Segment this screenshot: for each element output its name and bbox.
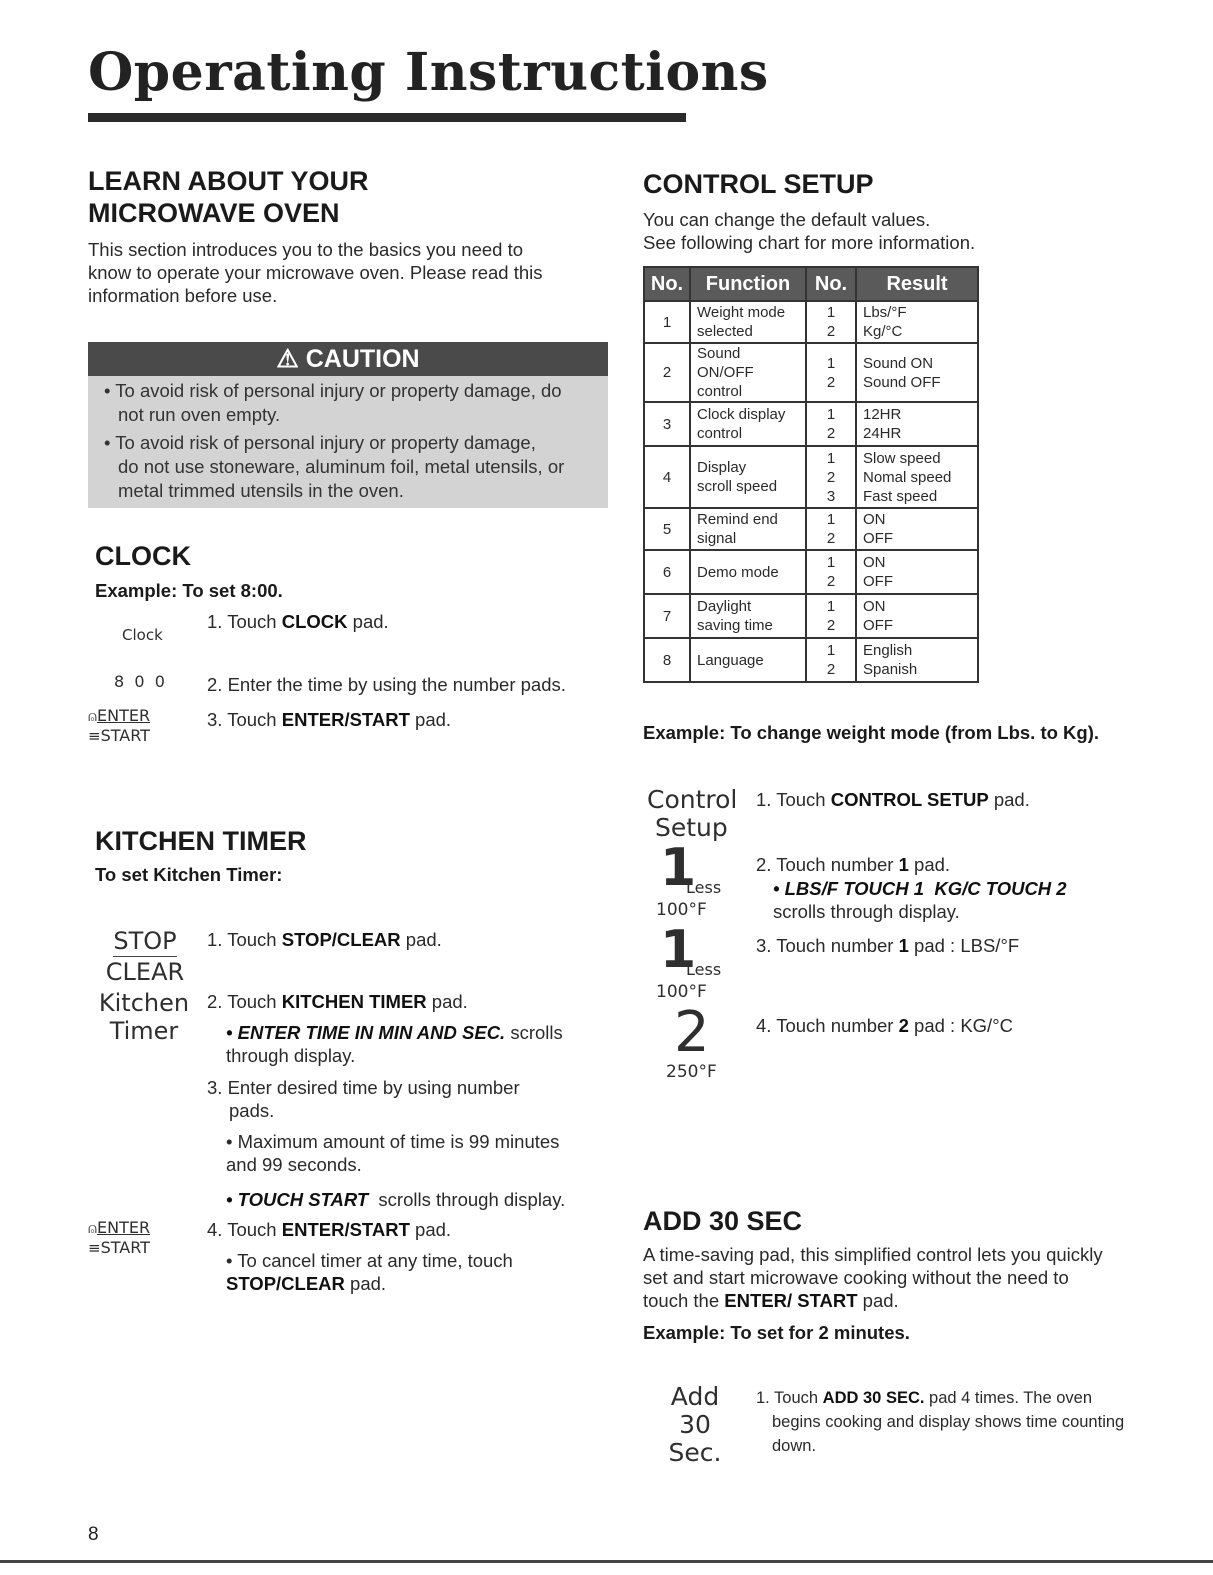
cell-option-no bbox=[806, 550, 856, 594]
cell-function bbox=[690, 301, 806, 343]
setup-step-3 bbox=[756, 934, 1019, 957]
table-row bbox=[644, 550, 978, 594]
learn-body-line: information before use. bbox=[88, 285, 278, 306]
table-row bbox=[644, 343, 978, 402]
cell-option-no bbox=[806, 343, 856, 402]
lines-icon: ≡ bbox=[88, 727, 101, 745]
pad-label: ENTER bbox=[97, 706, 151, 725]
header-result: Result bbox=[856, 267, 978, 301]
cell-line: OFF bbox=[863, 530, 893, 547]
step-text: pad. bbox=[857, 1290, 899, 1311]
cell-line: 1 bbox=[826, 554, 836, 571]
step-bold: CONTROL SETUP bbox=[830, 789, 989, 810]
setup-step-4 bbox=[756, 1014, 1013, 1037]
cell-option-no bbox=[806, 638, 856, 682]
step-text: through display. bbox=[226, 1045, 356, 1066]
cell-line: OFF bbox=[863, 617, 893, 634]
cell-function bbox=[690, 343, 806, 402]
cell-line: 2 bbox=[826, 425, 836, 442]
table-row bbox=[644, 508, 978, 550]
cell-line: 1 bbox=[826, 449, 836, 467]
cell-line: 2 bbox=[826, 530, 836, 547]
add30-body bbox=[643, 1243, 1103, 1312]
cell-line: 1 bbox=[826, 511, 836, 528]
cell-line: 3 bbox=[826, 487, 836, 505]
step-bold: 2 bbox=[898, 1015, 909, 1036]
cell-result bbox=[856, 446, 978, 508]
step-bold: 1 bbox=[898, 854, 909, 875]
cell-line: Remind end bbox=[697, 511, 778, 528]
cell-line: 2 bbox=[826, 468, 836, 486]
clock-step-1 bbox=[207, 610, 389, 633]
step-text: 3. Touch bbox=[207, 709, 282, 730]
step-bold: ENTER/START bbox=[281, 1219, 410, 1240]
step-text: pad. bbox=[409, 1219, 452, 1240]
cell-line: Fast speed bbox=[863, 487, 938, 505]
cell-line: 2 bbox=[826, 661, 836, 678]
step-bold: 1 bbox=[898, 935, 909, 956]
cell-line: Sound OFF bbox=[863, 373, 941, 391]
step-bold: • TOUCH START bbox=[226, 1189, 369, 1210]
clock-heading: CLOCK bbox=[95, 541, 191, 571]
cell-function bbox=[690, 508, 806, 550]
step-bold: ADD 30 SEC. bbox=[822, 1389, 925, 1407]
cell-no: 6 bbox=[644, 550, 690, 594]
pad-number: 1 bbox=[660, 920, 697, 980]
cell-line: Display bbox=[697, 459, 747, 476]
step-bold: STOP/CLEAR bbox=[226, 1273, 345, 1294]
step-text: pad 4 times. The oven bbox=[924, 1389, 1092, 1407]
cell-option-no bbox=[806, 594, 856, 638]
pad-temp-label: 100°F bbox=[656, 982, 707, 1002]
cell-no: 8 bbox=[644, 638, 690, 682]
timer-step-3-note2 bbox=[226, 1188, 565, 1211]
cell-no: 1 bbox=[644, 301, 690, 343]
pad-label: CLEAR bbox=[105, 958, 185, 986]
cell-line: 2 bbox=[826, 573, 836, 590]
step-text: pads. bbox=[229, 1100, 275, 1121]
learn-body bbox=[88, 238, 543, 307]
cell-line: 2 bbox=[826, 373, 836, 391]
table-row bbox=[644, 446, 978, 508]
learn-heading-line2: MICROWAVE OVEN bbox=[88, 198, 340, 228]
page-title: Operating Instructions bbox=[88, 42, 769, 103]
caution-line: • To avoid risk of personal injury or property damage, do bbox=[104, 380, 562, 401]
cell-option-no bbox=[806, 402, 856, 446]
cell-line: Sound ON/OFF bbox=[697, 345, 754, 381]
table-row bbox=[644, 402, 978, 446]
cell-no: 7 bbox=[644, 594, 690, 638]
setup-intro bbox=[643, 208, 975, 254]
cell-line: ON bbox=[863, 511, 886, 528]
cell-line: Demo mode bbox=[697, 563, 779, 581]
cell-no: 2 bbox=[644, 343, 690, 402]
step-text: pad : LBS/°F bbox=[908, 935, 1020, 956]
cell-line: 12HR bbox=[863, 406, 902, 423]
cell-result bbox=[856, 402, 978, 446]
step-text: pad. bbox=[344, 1273, 387, 1294]
lines-icon: ≡ bbox=[88, 1239, 101, 1257]
stop-clear-pad-icon bbox=[102, 926, 188, 987]
pad-temp-label: 250°F bbox=[666, 1062, 717, 1082]
cell-line: 24HR bbox=[863, 425, 902, 442]
table-row bbox=[644, 594, 978, 638]
step-text: 3. Enter desired time by using number bbox=[207, 1077, 520, 1098]
step-text: pad. bbox=[400, 929, 442, 950]
cell-line: 1 bbox=[826, 598, 836, 615]
step-text: begins cooking and display shows time counting bbox=[772, 1413, 1125, 1431]
cell-function bbox=[690, 402, 806, 446]
bell-icon: ⍝ bbox=[88, 1219, 98, 1237]
step-text: 1. Touch bbox=[756, 1389, 823, 1407]
timer-step-1 bbox=[207, 928, 442, 951]
cell-line: ON bbox=[863, 554, 886, 571]
pad-number: 2 bbox=[674, 1000, 710, 1065]
timer-heading: KITCHEN TIMER bbox=[95, 826, 307, 856]
caution-line: do not use stoneware, aluminum foil, metal utensils, or bbox=[118, 456, 565, 477]
clock-example: Example: To set 8:00. bbox=[95, 580, 283, 601]
header-option-no: No. bbox=[806, 267, 856, 301]
control-setup-pad-icon bbox=[647, 786, 737, 842]
header-function: Function bbox=[690, 267, 806, 301]
number-pads-icon: 8 0 0 bbox=[114, 672, 165, 691]
setup-step-2 bbox=[756, 853, 950, 876]
timer-step-4 bbox=[207, 1218, 451, 1241]
add30-body-line: set and start microwave cooking without the need to bbox=[643, 1267, 1069, 1288]
step-text: 4. Touch bbox=[207, 1219, 282, 1240]
pad-label: Control bbox=[647, 785, 738, 814]
footer-rule bbox=[0, 1560, 1213, 1563]
add30-body-line: touch the bbox=[643, 1290, 725, 1311]
caution-box bbox=[88, 342, 608, 508]
step-text: pad. bbox=[426, 991, 468, 1012]
step-bold: • ENTER TIME IN MIN AND SEC. bbox=[226, 1022, 506, 1043]
header-no: No. bbox=[644, 267, 690, 301]
step-text: pad. bbox=[347, 611, 389, 632]
step-bold: • LBS/F TOUCH 1 KG/C TOUCH 2 bbox=[773, 878, 1067, 899]
timer-step-3-note bbox=[226, 1130, 559, 1176]
learn-body-line: This section introduces you to the basics you need to bbox=[88, 239, 524, 260]
add30-heading: ADD 30 SEC bbox=[643, 1206, 803, 1236]
cell-line: Slow speed bbox=[863, 449, 941, 467]
step-text: scrolls through display. bbox=[773, 901, 960, 922]
cell-line: 2 bbox=[826, 617, 836, 634]
step-text: pad : KG/°C bbox=[908, 1015, 1013, 1036]
learn-body-line: know to operate your microwave oven. Please read this bbox=[88, 262, 543, 283]
enter-start-pad-icon bbox=[88, 706, 150, 746]
cell-result bbox=[856, 594, 978, 638]
cell-line: Clock display bbox=[697, 406, 786, 423]
cell-no: 4 bbox=[644, 446, 690, 508]
caution-line: not run oven empty. bbox=[118, 404, 281, 425]
cell-result bbox=[856, 550, 978, 594]
step-text: down. bbox=[772, 1437, 817, 1455]
setup-example: Example: To change weight mode (from Lbs. to Kg). bbox=[643, 722, 1100, 743]
cell-result bbox=[856, 301, 978, 343]
add30-example: Example: To set for 2 minutes. bbox=[643, 1322, 910, 1343]
cell-line: 1 bbox=[826, 304, 836, 321]
step-text: • Maximum amount of time is 99 minutes bbox=[226, 1131, 560, 1152]
cell-line: Weight mode bbox=[697, 304, 786, 321]
step-text: scrolls through display. bbox=[368, 1189, 566, 1210]
add30-body-line: A time-saving pad, this simplified control lets you quickly bbox=[643, 1244, 1103, 1265]
enter-start-pad-icon bbox=[88, 1218, 150, 1258]
cell-line: ON bbox=[863, 598, 886, 615]
cell-line: saving time bbox=[697, 617, 773, 634]
bell-icon: ⍝ bbox=[88, 707, 98, 725]
cell-line: English bbox=[863, 642, 913, 659]
step-bold: KITCHEN TIMER bbox=[281, 991, 427, 1012]
pad-sub-label: Less bbox=[686, 960, 722, 979]
pad-label: START bbox=[100, 1238, 150, 1257]
table-header-row bbox=[644, 267, 978, 301]
cell-line: Lbs/°F bbox=[863, 304, 907, 321]
cell-function bbox=[690, 446, 806, 508]
pad-label: 30 Sec. bbox=[668, 1410, 722, 1467]
cell-function bbox=[690, 550, 806, 594]
step-text: 1. Touch bbox=[207, 929, 282, 950]
pad-number: 1 bbox=[660, 838, 697, 898]
cell-option-no bbox=[806, 446, 856, 508]
clock-pad-icon: Clock bbox=[122, 626, 163, 644]
pad-temp-label: 100°F bbox=[656, 900, 707, 920]
timer-step-4-note bbox=[226, 1249, 513, 1295]
pad-label: Timer bbox=[109, 1017, 179, 1045]
cell-line: 1 bbox=[826, 406, 836, 423]
step-text: 3. Touch number bbox=[756, 935, 899, 956]
step-bold: CLOCK bbox=[281, 611, 348, 632]
setup-intro-line: See following chart for more information. bbox=[643, 232, 976, 253]
step-bold: ENTER/ START bbox=[724, 1290, 858, 1311]
step-text: pad. bbox=[908, 854, 951, 875]
timer-subheading: To set Kitchen Timer: bbox=[95, 864, 283, 885]
cell-line: Daylight bbox=[697, 598, 752, 615]
cell-function bbox=[690, 638, 806, 682]
cell-line: OFF bbox=[863, 573, 893, 590]
step-bold: ENTER/START bbox=[281, 709, 410, 730]
learn-heading-line1: LEARN ABOUT YOUR bbox=[88, 166, 369, 196]
step-text: scrolls bbox=[505, 1022, 563, 1043]
clock-step-2: 2. Enter the time by using the number pads. bbox=[207, 674, 566, 695]
cell-line: Sound ON bbox=[863, 354, 934, 372]
kitchen-timer-pad-icon bbox=[98, 989, 190, 1045]
step-text: and 99 seconds. bbox=[226, 1154, 362, 1175]
pad-label: Kitchen bbox=[98, 989, 190, 1017]
setup-step-1 bbox=[756, 788, 1030, 811]
cell-line: scroll speed bbox=[697, 478, 778, 495]
timer-step-2 bbox=[207, 990, 468, 1013]
step-text: 1. Touch bbox=[207, 611, 282, 632]
step-text: 2. Touch number bbox=[756, 854, 899, 875]
timer-step-3 bbox=[207, 1076, 520, 1122]
step-text: pad. bbox=[988, 789, 1030, 810]
cell-line: control bbox=[697, 383, 743, 400]
cell-line: 2 bbox=[826, 323, 836, 340]
learn-heading bbox=[88, 165, 369, 229]
step-text: 2. Touch bbox=[207, 991, 282, 1012]
pad-label: START bbox=[100, 726, 150, 745]
cell-no: 5 bbox=[644, 508, 690, 550]
step-text: pad. bbox=[409, 709, 452, 730]
cell-no: 3 bbox=[644, 402, 690, 446]
cell-line: Nomal speed bbox=[863, 468, 952, 486]
clock-step-3 bbox=[207, 708, 451, 731]
cell-option-no bbox=[806, 301, 856, 343]
cell-line: Spanish bbox=[863, 661, 918, 678]
caution-line: • To avoid risk of personal injury or property damage, bbox=[104, 432, 536, 453]
cell-line: Language bbox=[697, 651, 764, 669]
cell-line: Kg/°C bbox=[863, 323, 903, 340]
pad-label: Add bbox=[670, 1382, 720, 1411]
pad-label: STOP bbox=[113, 927, 177, 955]
pad-label: Setup bbox=[655, 813, 728, 842]
step-text: 1. Touch bbox=[756, 789, 831, 810]
timer-step-2-note bbox=[226, 1021, 563, 1067]
step-text: 4. Touch number bbox=[756, 1015, 899, 1036]
cell-line: 1 bbox=[826, 642, 836, 659]
cell-result bbox=[856, 638, 978, 682]
cell-result bbox=[856, 508, 978, 550]
caution-line: metal trimmed utensils in the oven. bbox=[118, 480, 404, 501]
title-underline bbox=[88, 113, 686, 122]
step-text: • To cancel timer at any time, touch bbox=[226, 1250, 513, 1271]
add-30-sec-pad-icon bbox=[650, 1383, 740, 1467]
setup-intro-line: You can change the default values. bbox=[643, 209, 931, 230]
cell-line: 1 bbox=[826, 354, 836, 372]
caution-header: ⚠ CAUTION bbox=[88, 342, 608, 376]
cell-result bbox=[856, 343, 978, 402]
table-row bbox=[644, 301, 978, 343]
setup-heading: CONTROL SETUP bbox=[643, 169, 874, 199]
pad-sub-label: Less bbox=[686, 878, 722, 897]
cell-function bbox=[690, 594, 806, 638]
cell-option-no bbox=[806, 508, 856, 550]
cell-line: selected bbox=[697, 323, 753, 340]
pad-label: ENTER bbox=[97, 1218, 151, 1237]
add30-step-1 bbox=[756, 1386, 1124, 1458]
page-number: 8 bbox=[88, 1524, 99, 1545]
control-setup-table bbox=[643, 266, 979, 683]
cell-line: control bbox=[697, 425, 743, 442]
table-row bbox=[644, 638, 978, 682]
cell-line: signal bbox=[697, 530, 737, 547]
step-bold: STOP/CLEAR bbox=[281, 929, 401, 950]
setup-step-2-note bbox=[773, 877, 1067, 923]
